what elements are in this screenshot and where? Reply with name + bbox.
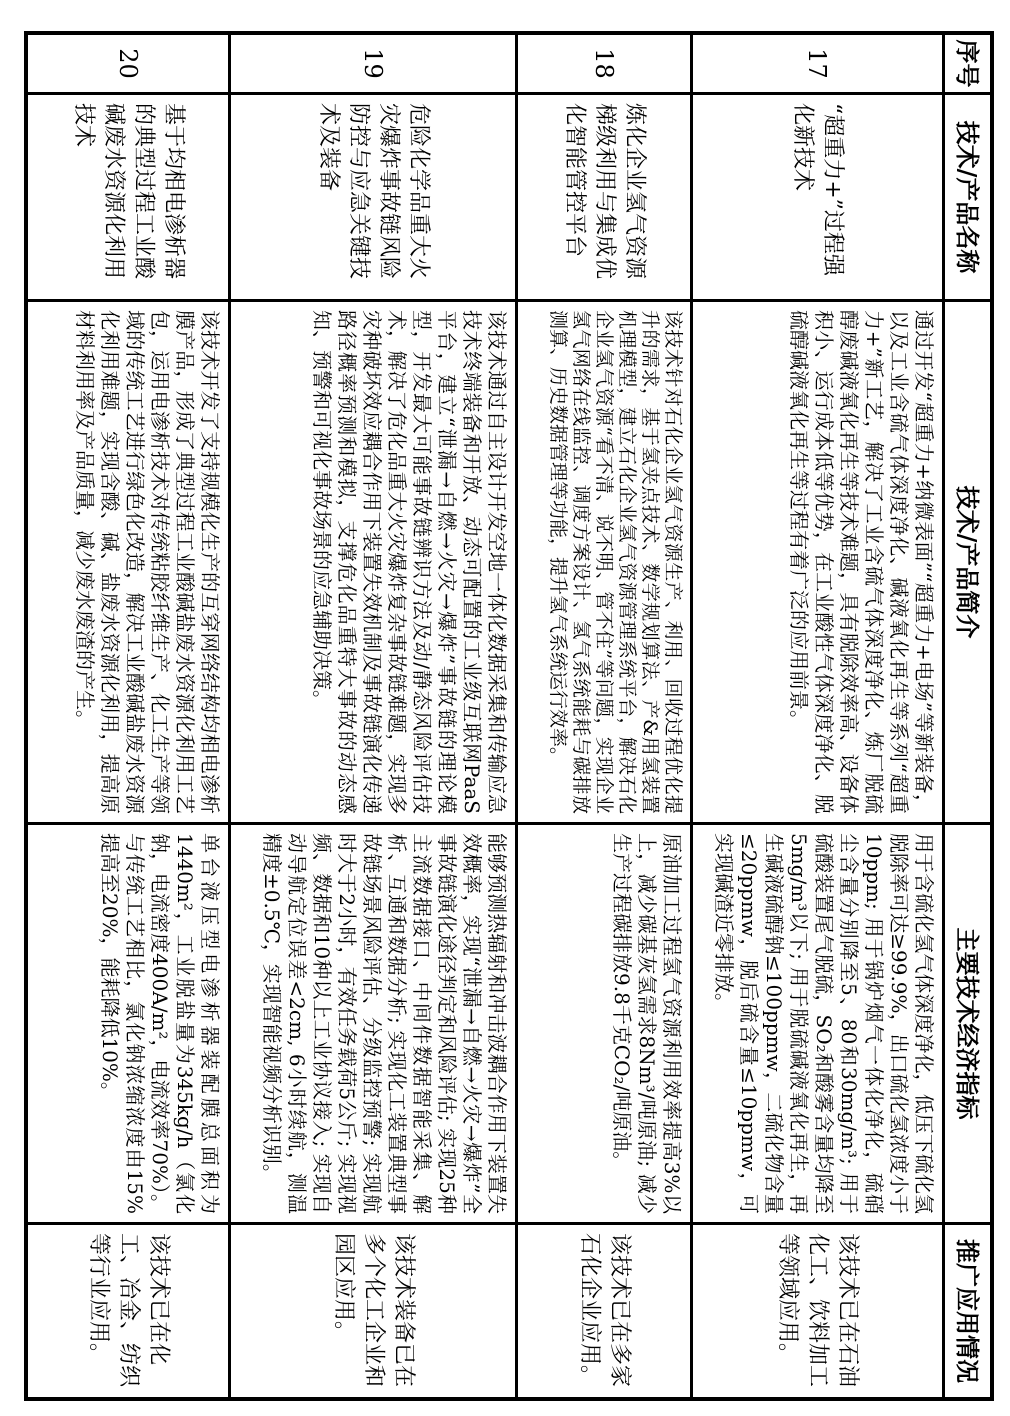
row20-tech-intro: 该技术开发了支持规模化生产的互穿网络结构均相电渗析膜产品，形成了典型过程工业酸碱盐废水资源化利用工艺包，运用电渗析技术对传统粘胶纤维生产、化工生产等领域的传统工艺进行绿色化改造，解决工业酸碱盐废水资源化利用难题，实现含酸、碱、盐废水资源化利用，提高原材料利用率及产品质量，减少废水废渣的产生。 <box>28 302 228 825</box>
row19-application-text: 该技术装备已在多个化工企业和园区应用。 <box>331 1233 416 1388</box>
row17-application <box>690 1225 942 1397</box>
row20-tech-name-text: 基于均相电渗析器的典型过程工业酸碱废水资源化利用技术 <box>71 103 186 280</box>
row19-tech-intro: 该技术通过自主设计开发空地一体化数据采集和传输应急技术终端装备和开放、动态可配置的工业级互联网PaaS平台，建立“泄漏→自燃→火灾→爆炸”事故链的理论模型，开发最大可能事故链辨识方法及动/静态风险评估技术，解决了危化品重大火灾爆炸复杂事故链难题，实现多灾种破坏效应耦合作用下装置失效机制及事故链演化传递路径概率预测和模拟，支撑危化品重特大事故的动态感知、预警和可视化事故场景的应急辅助决策。 <box>228 302 515 825</box>
row19-serial-number: 19 <box>228 35 515 95</box>
row20-serial-number: 20 <box>28 35 228 95</box>
row17-tech-intro: 通过开发“超重力+纳微表面”“超重力+电场”等新装备，以及工业含硫气体深度净化、碱液氧化再生等系列“超重力+”新工艺，解决了工业含硫气体深度净化、炼厂脱硫醇废碱液氧化再生等技术难题，具有脱除效率高、设备体积小、运行成本低等优势，在工业酸性气体深度净化、脱硫醇碱液氧化再生等过程有着广泛的应用前景。 <box>690 302 942 825</box>
row17-tech-name <box>690 95 942 302</box>
header-serial-number: 序号 <box>942 35 990 95</box>
row19-tech-name-text: 危险化学品重大火灾爆炸事故链风险防控与应急关键技术及装备 <box>316 103 431 280</box>
row20-indicators: 单台液压型电渗析器装配膜总面积为1440m²，工业脱盐量为345kg/h（氯化钠，电流密度400A/m²，电流效率70%）。与传统工艺相比，氯化钠浓缩浓度由15%提高至20%，能耗降低10%。 <box>28 825 228 1225</box>
row18-application <box>515 1225 690 1397</box>
row18-tech-intro: 该技术针对石化企业氢气资源生产、利用、回收过程优化提升的需求，基于氢夹点技术、数学规划算法、产&用氢装置机理模型，建立石化企业氢气资源管理系统平台，解决石化企业氢气资源“看不清、说不明、管不住”等问题，实现企业氢气网络在线监控、调度方案设计、氢气系统能耗与碳排放测算、历史数据管理等功能，提升氢气系统运行效率。 <box>515 302 690 825</box>
row19-application <box>228 1225 515 1397</box>
row18-serial-number: 18 <box>515 35 690 95</box>
header-application-status: 推广应用情况 <box>942 1225 990 1397</box>
header-tech-product-name: 技术/产品名称 <box>942 95 990 302</box>
row20-application-text: 该技术已在化工、冶金、纺织等行业应用。 <box>86 1233 171 1388</box>
row20-tech-name <box>28 95 228 302</box>
row18-indicators: 原油加工过程氢气资源利用效率提高3%以上，减少碳基灰氢需求8Nm³/吨原油; 减少生产过程碳排放9.8千克CO₂/吨原油。 <box>515 825 690 1225</box>
header-tech-product-intro: 技术/产品简介 <box>942 302 990 825</box>
row19-indicators: 能够预测热辐射和冲击波耦合作用下装置失效概率，实现“泄漏→自燃→火灾→爆炸”全事故链演化途径判定和风险评估; 实现25种主流数据接口、中间件数据智能采集、解析、互通和数据分析; 实现化工装置典型事故链场景风险评估、分级监控预警; 实现航时大于2小时，有效任务载荷5公斤; 实现视频、数据和10种以上工业协议接入; 实现自动导航定位误差<2cm, 6小时续航，测温精度±0.5℃，实现智能视频分析识别。 <box>228 825 515 1225</box>
row19-tech-name <box>228 95 515 302</box>
row17-tech-name-text: “超重力+”过程强化新技术 <box>790 103 846 276</box>
row18-tech-name-text: 炼化企业氢气资源梯级利用与集成优化智能管控平台 <box>562 103 647 280</box>
header-main-indicators: 主要技术经济指标 <box>942 825 990 1225</box>
row17-indicators: 用于含硫化氢气体深度净化，低压下硫化氢脱除率可达≥99.9%，出口硫化氢浓度小于10ppm; 用于锅炉烟气一体化净化，硫硝尘含量分别降至5、80和30mg/m³; 用于硫酸装置尾气脱硫，SO₂和酸雾含量均降至5mg/m³以下; 用于脱硫碱液氧化再生，再生碱液硫醇钠≤100ppmw，二硫化物含量≤20ppmw，脱后硫含量≤10ppmw，可实现碱渣近零排放。 <box>690 825 942 1225</box>
row17-application-text: 该技术已在石油化工、饮料加工等领域应用。 <box>775 1233 861 1388</box>
row20-application <box>28 1225 228 1397</box>
row17-serial-number: 17 <box>690 35 942 95</box>
row18-application-text: 该技术已在多家石化企业应用。 <box>577 1233 632 1388</box>
technology-table <box>24 31 994 1401</box>
row18-tech-name <box>515 95 690 302</box>
